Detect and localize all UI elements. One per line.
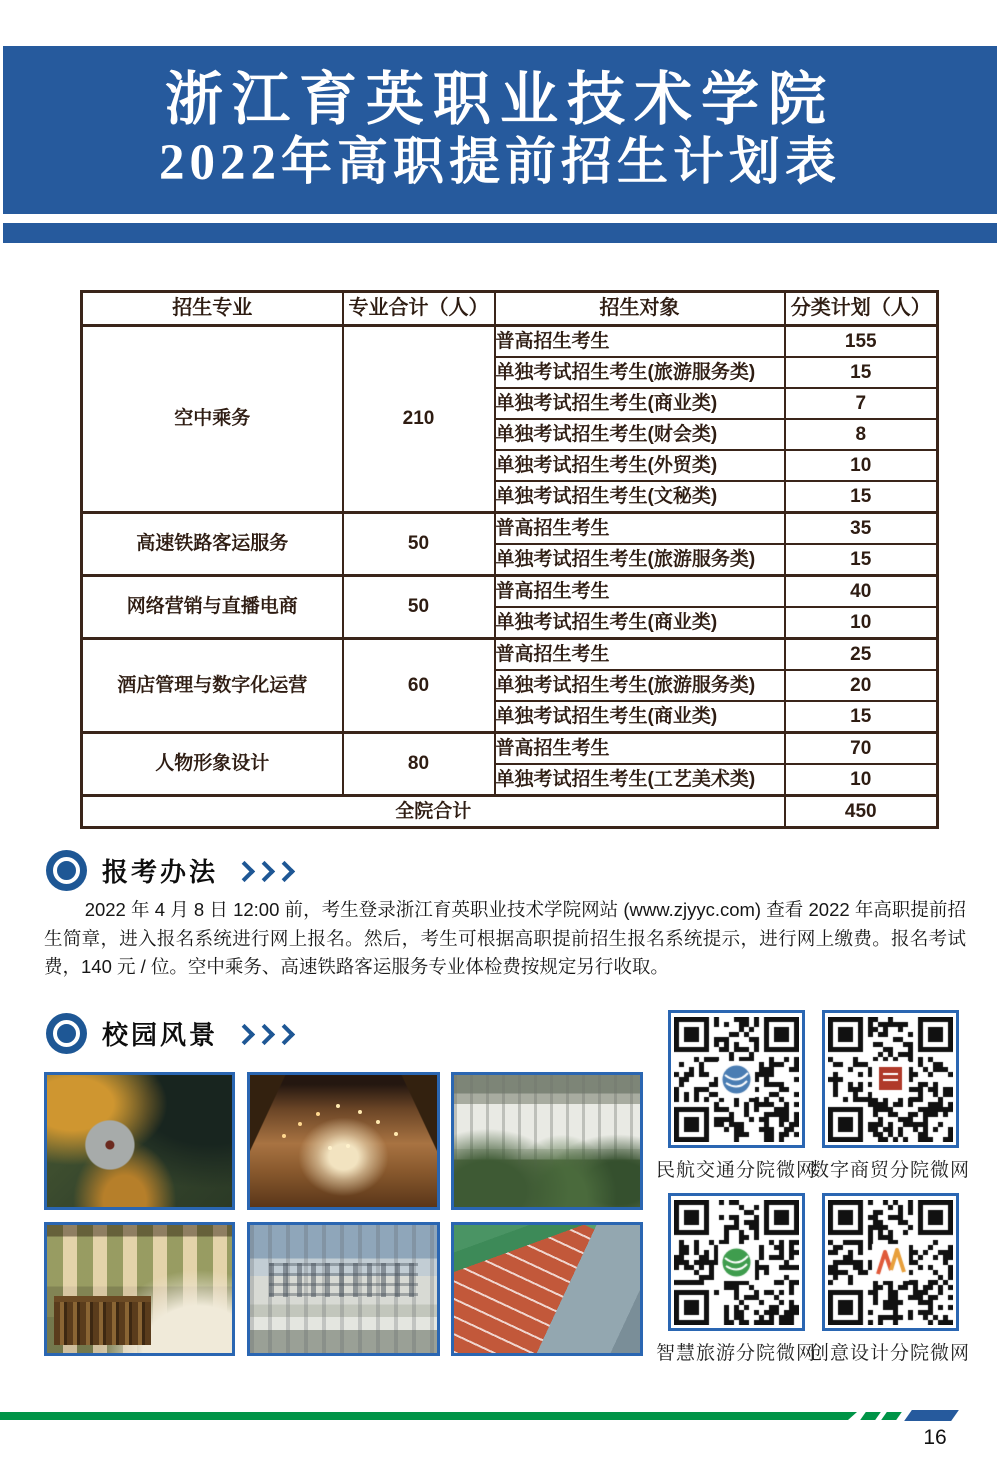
triple-chevron-icon — [232, 1027, 292, 1042]
table-row — [82, 326, 938, 358]
footer-green-bar — [0, 1412, 857, 1420]
qr-code-label: 数字商贸分院微网 — [809, 1160, 970, 1181]
page-number: 16 — [923, 1426, 947, 1449]
plan-count-cell: 15 — [785, 357, 938, 388]
qr-pattern-canvas — [674, 1200, 799, 1325]
audience-cell: 单独考试招生考生(文秘类) — [495, 481, 785, 513]
aerial-forest-photo — [44, 1072, 235, 1210]
enrollment-plan-table — [80, 290, 939, 829]
triple-chevron-icon — [232, 864, 292, 879]
chevron-right-icon — [254, 1024, 275, 1045]
major-total-cell: 60 — [343, 639, 495, 733]
plan-count-cell: 15 — [785, 701, 938, 733]
table-total-row — [82, 796, 938, 828]
audience-cell: 单独考试招生考生(旅游服务类) — [495, 670, 785, 701]
plan-table-title: 2022年高职提前招生计划表 — [158, 134, 841, 191]
header-major: 招生专业 — [82, 292, 343, 326]
table-row — [82, 576, 938, 608]
qr-code — [668, 1010, 805, 1148]
footer-blue-dash — [904, 1410, 959, 1421]
plan-count-cell: 10 — [785, 607, 938, 639]
plan-count-cell: 40 — [785, 576, 938, 608]
dormitory-building-photo — [451, 1072, 643, 1210]
qr-code-label: 智慧旅游分院微网 — [655, 1343, 816, 1364]
footer-green-dash — [881, 1412, 902, 1420]
college-name-title: 浙江育英职业技术学院 — [164, 66, 835, 132]
audience-cell: 单独考试招生考生(财会类) — [495, 419, 785, 450]
table-header-row — [82, 292, 938, 326]
qr-code — [822, 1010, 959, 1148]
header-plan: 分类计划（人） — [785, 292, 938, 326]
qr-code-label: 民航交通分院微网 — [655, 1160, 816, 1181]
table-row — [82, 513, 938, 545]
qr-pattern-canvas — [828, 1017, 953, 1142]
scenery-section-title: 校园风景 — [102, 1020, 219, 1050]
campus-scenery-section-header — [46, 1013, 292, 1054]
plan-count-cell: 155 — [785, 326, 938, 358]
major-name-cell: 高速铁路客运服务 — [82, 513, 343, 576]
audience-cell: 单独考试招生考生(工艺美术类) — [495, 764, 785, 796]
qr-code — [668, 1193, 805, 1331]
library-interior-photo — [44, 1222, 235, 1356]
title-banner — [3, 46, 997, 214]
sports-field-photo — [451, 1222, 643, 1356]
plan-count-cell: 35 — [785, 513, 938, 545]
plan-count-cell: 7 — [785, 388, 938, 419]
qr-pattern-canvas — [674, 1017, 799, 1142]
table-row — [82, 639, 938, 671]
wooden-hall-photo — [247, 1072, 440, 1210]
enroll-table-body — [82, 326, 938, 828]
plan-count-cell: 70 — [785, 733, 938, 765]
grand-total-value-cell: 450 — [785, 796, 938, 828]
main-building-photo — [247, 1222, 440, 1356]
section-bullet-icon — [46, 1013, 87, 1054]
major-total-cell: 80 — [343, 733, 495, 796]
plan-count-cell: 10 — [785, 450, 938, 481]
audience-cell: 单独考试招生考生(旅游服务类) — [495, 357, 785, 388]
chevron-right-icon — [234, 861, 255, 882]
chevron-right-icon — [274, 861, 295, 882]
major-name-cell: 空中乘务 — [82, 326, 343, 513]
plan-count-cell: 8 — [785, 419, 938, 450]
plan-count-cell: 20 — [785, 670, 938, 701]
audience-cell: 单独考试招生考生(外贸类) — [495, 450, 785, 481]
qr-pattern-canvas — [828, 1200, 953, 1325]
audience-cell: 单独考试招生考生(商业类) — [495, 607, 785, 639]
apply-section-title: 报考办法 — [102, 857, 219, 887]
qr-code — [822, 1193, 959, 1331]
apply-method-section-header — [46, 850, 292, 891]
plan-count-cell: 25 — [785, 639, 938, 671]
audience-cell: 单独考试招生考生(旅游服务类) — [495, 544, 785, 576]
major-total-cell: 50 — [343, 576, 495, 639]
plan-count-cell: 15 — [785, 481, 938, 513]
section-bullet-icon — [46, 850, 87, 891]
audience-cell: 普高招生考生 — [495, 326, 785, 358]
audience-cell: 普高招生考生 — [495, 639, 785, 671]
apply-method-paragraph: 2022 年 4 月 8 日 12:00 前，考生登录浙江育英职业技术学院网站 (www.zjyyc.com) 查看 2022 年高职提前招生简章，进入报名系统进行网上报名。然后，考生可根据高职提前招生报名系统提示，进行网上缴费。报名考试费，140 元 / 位。空中乘务、高速铁路客运服务专业体检费按规定另行收取。 — [44, 899, 966, 977]
major-total-cell: 50 — [343, 513, 495, 576]
grand-total-label-cell: 全院合计 — [82, 796, 785, 828]
audience-cell: 普高招生考生 — [495, 513, 785, 545]
qr-code-label: 创意设计分院微网 — [809, 1343, 970, 1364]
enrollment-plan-table-wrap — [80, 290, 936, 829]
major-name-cell: 网络营销与直播电商 — [82, 576, 343, 639]
banner-underline-stripe — [3, 223, 997, 243]
audience-cell: 普高招生考生 — [495, 733, 785, 765]
audience-cell: 单独考试招生考生(商业类) — [495, 701, 785, 733]
plan-count-cell: 10 — [785, 764, 938, 796]
major-name-cell: 人物形象设计 — [82, 733, 343, 796]
table-row — [82, 733, 938, 765]
chevron-right-icon — [234, 1024, 255, 1045]
chevron-right-icon — [254, 861, 275, 882]
header-total: 专业合计（人） — [343, 292, 495, 326]
plan-count-cell: 15 — [785, 544, 938, 576]
audience-cell: 单独考试招生考生(商业类) — [495, 388, 785, 419]
major-total-cell: 210 — [343, 326, 495, 513]
major-name-cell: 酒店管理与数字化运营 — [82, 639, 343, 733]
audience-cell: 普高招生考生 — [495, 576, 785, 608]
footer-green-dash — [860, 1412, 881, 1420]
header-audience: 招生对象 — [495, 292, 785, 326]
chevron-right-icon — [274, 1024, 295, 1045]
